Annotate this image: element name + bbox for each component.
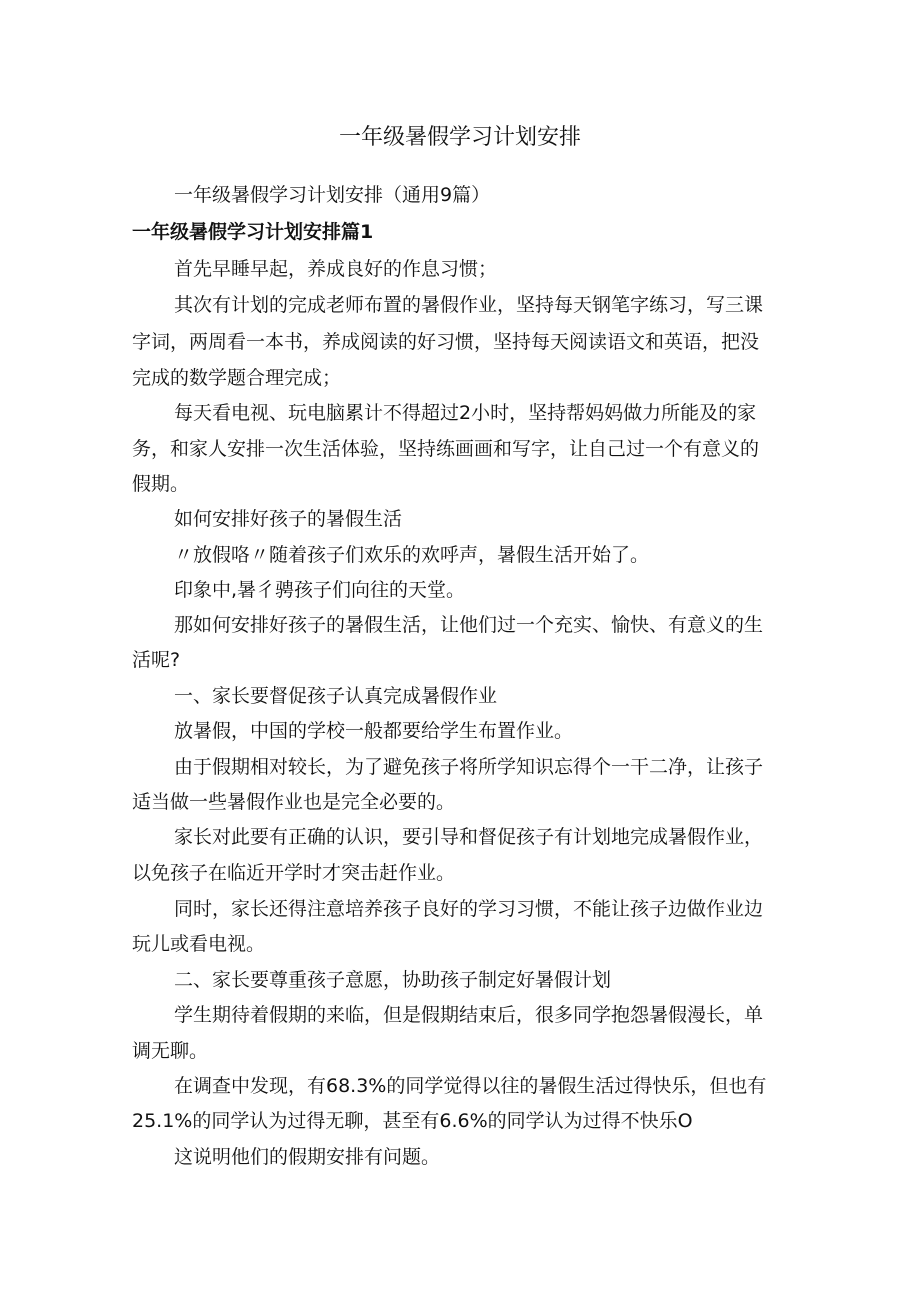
- document-subtitle: 一年级暑假学习计划安排（通用9篇）: [174, 184, 491, 206]
- paragraph-line: 假期。: [132, 473, 190, 495]
- paragraph-line: 那如何安排好孩子的暑假生活，让他们过一个充实、愉快、有意义的生: [174, 614, 764, 636]
- paragraph-line: 25.1%的同学认为过得无聊，甚至有6.6%的同学认为过得不快乐O: [132, 1110, 693, 1132]
- section-heading: 一年级暑假学习计划安排篇1: [132, 221, 374, 243]
- paragraph-line: 玩儿或看电视。: [132, 933, 266, 955]
- paragraph-line: 调无聊。: [132, 1040, 209, 1062]
- paragraph-line: 完成的数学题合理完成；: [132, 367, 342, 389]
- paragraph-line: 在调查中发现，有68.3%的同学觉得以往的暑假生活过得快乐，但也有: [174, 1075, 767, 1097]
- paragraph-line: 这说明他们的假期安排有问题。: [174, 1146, 441, 1168]
- paragraph-line: 一、家长要督促孩子认真完成暑假作业: [174, 685, 498, 707]
- paragraph-line: 务，和家人安排一次生活体验，坚持练画画和写字，让自己过一个有意义的: [132, 438, 760, 460]
- paragraph-line: 每天看电视、玩电脑累计不得超过2小时，坚持帮妈妈做力所能及的家: [174, 402, 757, 424]
- paragraph-line: 放暑假，中国的学校一般都要给学生布置作业。: [174, 720, 574, 742]
- paragraph-line: 由于假期相对较长，为了避免孩子将所学知识忘得个一干二净，让孩子: [174, 756, 764, 778]
- paragraph-line: 〃放假咯〃随着孩子们欢乐的欢呼声，暑假生活开始了。: [174, 544, 650, 566]
- paragraph-line: 如何安排好孩子的暑假生活: [174, 508, 403, 530]
- paragraph-line: 二、家长要尊重孩子意愿，协助孩子制定好暑假计划: [174, 969, 612, 991]
- paragraph-line: 适当做一些暑假作业也是完全必要的。: [132, 791, 456, 813]
- paragraph-line: 同时，家长还得注意培养孩子良好的学习习惯，不能让孩子边做作业边: [174, 898, 764, 920]
- paragraph-line: 其次有计划的完成老师布置的暑假作业，坚持每天钢笔字练习，写三课: [174, 294, 764, 316]
- paragraph-line: 学生期待着假期的来临，但是假期结束后，很多同学抱怨暑假漫长，单: [174, 1004, 764, 1026]
- paragraph-line: 活呢?: [132, 649, 181, 671]
- document-title: 一年级暑假学习计划安排: [338, 125, 581, 150]
- paragraph-line: 首先早睡早起，养成良好的作息习惯；: [174, 258, 498, 280]
- paragraph-line: 以免孩子在临近开学时才突击赶作业。: [132, 862, 456, 884]
- paragraph-line: 家长对此要有正确的认识，要引导和督促孩子有计划地完成暑假作业，: [174, 826, 764, 848]
- paragraph-line: 字词，两周看一本书，养成阅读的好习惯，坚持每天阅读语文和英语，把没: [132, 331, 760, 353]
- paragraph-line: 印象中,暑彳骋孩子们向往的天堂。: [174, 579, 466, 601]
